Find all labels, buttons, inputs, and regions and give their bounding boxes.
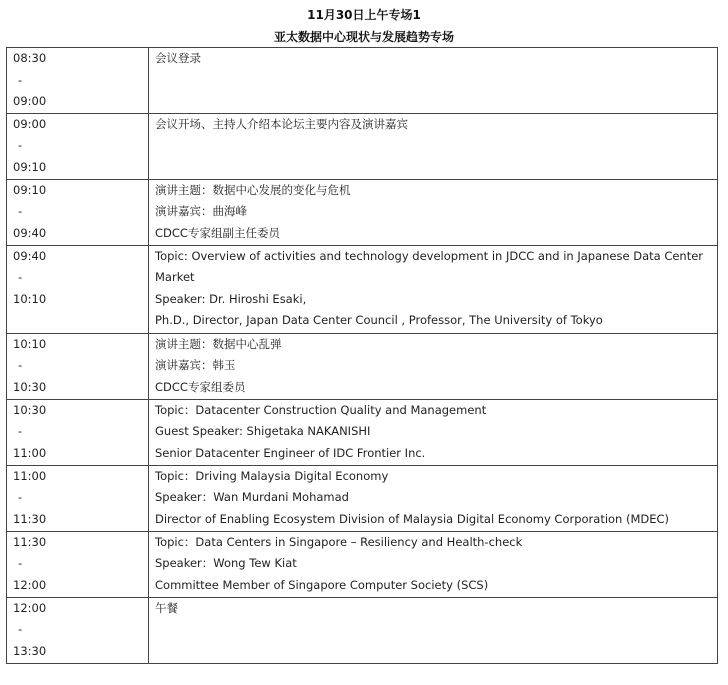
schedule-row: [7, 48, 718, 114]
agenda-cell: [149, 113, 718, 179]
agenda-cell: [149, 465, 718, 531]
schedule-table-body: [7, 48, 718, 664]
time-separator: -: [18, 138, 23, 152]
schedule-row: [7, 113, 718, 179]
agenda-cell: [149, 245, 718, 333]
schedule-row: [7, 333, 718, 399]
session-date-title: 11月30日上午专场1: [307, 8, 421, 22]
start-time: 12:00: [13, 600, 47, 615]
schedule-row: [7, 465, 718, 531]
agenda-cell: [149, 531, 718, 597]
time-cell: [7, 531, 149, 597]
schedule-row: [7, 245, 718, 333]
end-time: 09:10: [13, 159, 47, 174]
time-cell: [7, 333, 149, 399]
agenda-line: 演讲嘉宾：曲海峰: [155, 204, 247, 218]
time-separator: -: [18, 424, 23, 438]
agenda-line: 演讲嘉宾：韩玉: [155, 358, 236, 372]
time-cell: [7, 48, 149, 114]
start-time: 09:10: [13, 182, 47, 197]
time-cell: [7, 465, 149, 531]
agenda-line: Speaker：Wong Tew Kiat: [155, 556, 297, 570]
agenda-line: Topic：Data Centers in Singapore – Resiliency and Health-check: [155, 534, 523, 549]
end-time: 09:40: [13, 225, 47, 240]
start-time: 10:30: [13, 402, 47, 417]
agenda-line: CDCC专家组委员: [155, 379, 246, 394]
agenda-cell: [149, 399, 718, 465]
time-cell: [7, 113, 149, 179]
agenda-line: 演讲主题：数据中心乱弹: [155, 336, 282, 351]
schedule-table: [6, 47, 718, 664]
start-time: 11:00: [13, 468, 47, 483]
agenda-line: Ph.D., Director, Japan Data Center Council , Professor, The University of Tokyo: [155, 313, 603, 327]
time-separator: -: [18, 72, 23, 87]
time-cell: [7, 179, 149, 245]
time-separator: -: [18, 556, 23, 570]
agenda-line: 演讲主题：数据中心发展的变化与危机: [155, 182, 351, 197]
start-time: 09:40: [13, 248, 47, 263]
end-time: 11:30: [13, 511, 47, 526]
agenda-cell: [149, 333, 718, 399]
end-time: 13:30: [13, 643, 47, 658]
schedule-row: [7, 597, 718, 663]
agenda-line: Speaker: Dr. Hiroshi Esaki,: [155, 291, 307, 306]
start-time: 08:30: [13, 51, 47, 65]
time-separator: -: [18, 204, 23, 218]
time-cell: [7, 597, 149, 663]
time-separator: -: [18, 622, 23, 636]
end-time: 10:10: [13, 291, 47, 306]
agenda-line: Topic：Driving Malaysia Digital Economy: [155, 468, 389, 483]
end-time: 09:00: [13, 94, 47, 108]
session-topic-title: 亚太数据中心现状与发展趋势专场: [273, 30, 454, 44]
time-cell: [7, 399, 149, 465]
start-time: 10:10: [13, 336, 47, 351]
agenda-line: Senior Datacenter Engineer of IDC Frontier Inc.: [155, 445, 426, 460]
agenda-line: Committee Member of Singapore Computer Society (SCS): [155, 577, 489, 592]
agenda-line: Guest Speaker: Shigetaka NAKANISHI: [155, 424, 371, 438]
agenda-cell: [149, 597, 718, 663]
start-time: 11:30: [13, 534, 47, 549]
agenda-line: Topic: Overview of activities and technology development in JDCC and in Japanese Data Center Market: [155, 248, 704, 284]
agenda-line: CDCC专家组副主任委员: [155, 225, 280, 240]
agenda-line: Director of Enabling Ecosystem Division of Malaysia Digital Economy Corporation (MDEC): [155, 511, 670, 526]
agenda-line: Topic：Datacenter Construction Quality and Management: [155, 402, 487, 417]
end-time: 11:00: [13, 445, 47, 460]
end-time: 10:30: [13, 379, 47, 394]
time-cell: [7, 245, 149, 333]
time-separator: -: [18, 358, 23, 372]
schedule-row: [7, 399, 718, 465]
agenda-line: 会议开场、主持人介绍本论坛主要内容及演讲嘉宾: [155, 116, 408, 131]
time-separator: -: [18, 490, 23, 504]
agenda-line: Speaker：Wan Murdani Mohamad: [155, 490, 349, 504]
time-separator: -: [18, 270, 23, 284]
agenda-line: 午餐: [155, 600, 178, 615]
agenda-line: 会议登录: [155, 51, 201, 65]
agenda-cell: [149, 179, 718, 245]
end-time: 12:00: [13, 577, 47, 592]
schedule-row: [7, 531, 718, 597]
schedule-row: [7, 179, 718, 245]
start-time: 09:00: [13, 116, 47, 131]
agenda-cell: [149, 48, 718, 114]
